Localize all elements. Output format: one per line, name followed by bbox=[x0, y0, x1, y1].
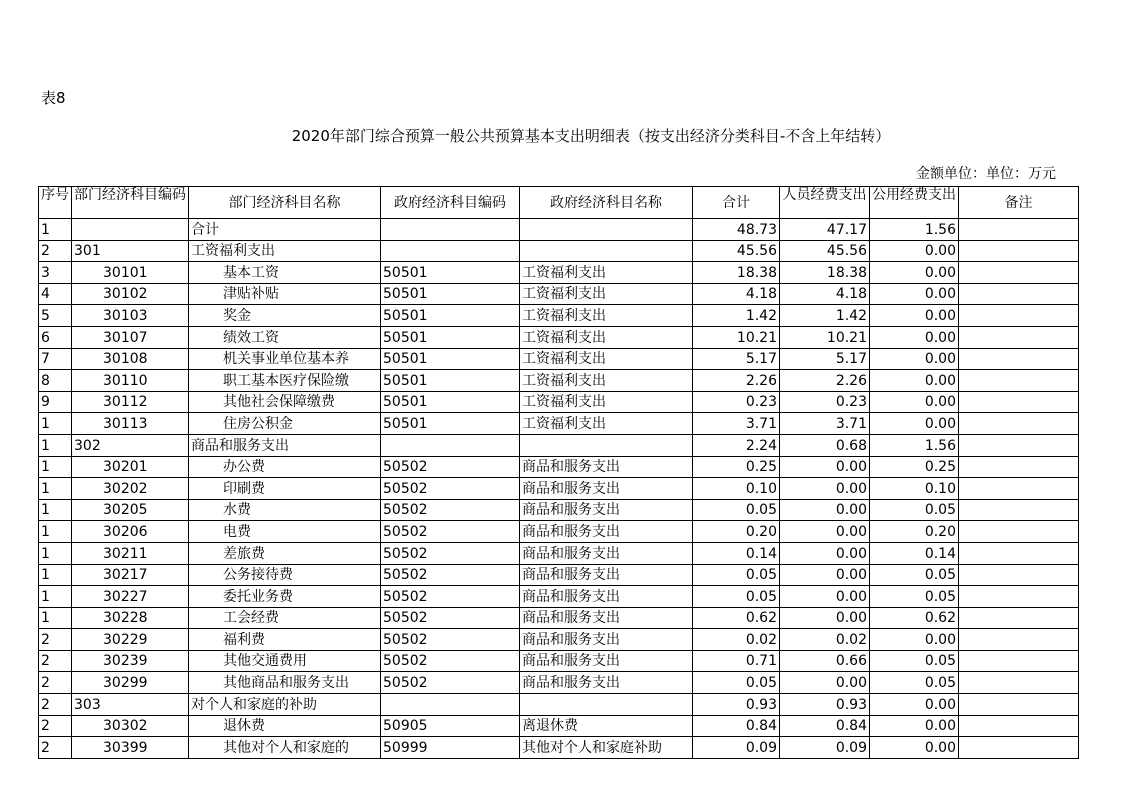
row-note bbox=[959, 434, 1079, 456]
row-dept-code: 30205 bbox=[72, 499, 189, 521]
row-seq: 2 bbox=[39, 650, 72, 672]
row-total: 45.56 bbox=[693, 240, 780, 262]
row-seq: 3 bbox=[39, 262, 72, 284]
row-total: 0.09 bbox=[693, 737, 780, 759]
row-personnel: 45.56 bbox=[780, 240, 870, 262]
row-dept-name: 合计 bbox=[189, 219, 381, 241]
row-note bbox=[959, 694, 1079, 716]
row-dept-name: 委托业务费 bbox=[189, 586, 381, 608]
row-personnel: 2.26 bbox=[780, 370, 870, 392]
row-dept-code: 30112 bbox=[72, 391, 189, 413]
row-dept-code: 30103 bbox=[72, 305, 189, 327]
row-note bbox=[959, 564, 1079, 586]
row-total: 0.84 bbox=[693, 715, 780, 737]
row-total: 2.24 bbox=[693, 434, 780, 456]
row-gov-code: 50501 bbox=[381, 370, 520, 392]
row-gov-code bbox=[381, 240, 520, 262]
row-note bbox=[959, 737, 1079, 759]
row-gov-code bbox=[381, 219, 520, 241]
row-seq: 1 bbox=[39, 478, 72, 500]
row-public: 0.05 bbox=[870, 499, 959, 521]
row-public: 0.00 bbox=[870, 305, 959, 327]
row-seq: 1 bbox=[39, 456, 72, 478]
row-gov-code: 50502 bbox=[381, 650, 520, 672]
header-public: 公用经费支出 bbox=[870, 187, 959, 219]
row-note bbox=[959, 672, 1079, 694]
row-note bbox=[959, 650, 1079, 672]
row-gov-name bbox=[520, 219, 693, 241]
header-dept-name: 部门经济科目名称 bbox=[189, 187, 381, 219]
row-note bbox=[959, 348, 1079, 370]
header-seq: 序号 bbox=[39, 187, 72, 219]
row-public: 0.00 bbox=[870, 694, 959, 716]
table-row bbox=[39, 715, 1079, 737]
row-gov-name: 离退休费 bbox=[520, 715, 693, 737]
table-row bbox=[39, 283, 1079, 305]
row-public: 1.56 bbox=[870, 434, 959, 456]
row-note bbox=[959, 542, 1079, 564]
row-dept-name: 工会经费 bbox=[189, 607, 381, 629]
row-gov-name: 工资福利支出 bbox=[520, 283, 693, 305]
row-public: 0.00 bbox=[870, 262, 959, 284]
row-gov-name: 商品和服务支出 bbox=[520, 542, 693, 564]
header-personnel: 人员经费支出 bbox=[780, 187, 870, 219]
row-gov-code: 50502 bbox=[381, 542, 520, 564]
row-gov-code: 50501 bbox=[381, 262, 520, 284]
row-gov-code bbox=[381, 434, 520, 456]
row-personnel: 47.17 bbox=[780, 219, 870, 241]
table-row bbox=[39, 219, 1079, 241]
row-personnel: 0.00 bbox=[780, 672, 870, 694]
row-gov-name: 商品和服务支出 bbox=[520, 607, 693, 629]
row-note bbox=[959, 305, 1079, 327]
row-public: 0.00 bbox=[870, 348, 959, 370]
row-dept-code: 30228 bbox=[72, 607, 189, 629]
row-dept-code: 301 bbox=[72, 240, 189, 262]
row-seq: 1 bbox=[39, 434, 72, 456]
row-dept-name: 基本工资 bbox=[189, 262, 381, 284]
row-seq: 1 bbox=[39, 542, 72, 564]
row-gov-code: 50501 bbox=[381, 326, 520, 348]
row-public: 0.05 bbox=[870, 586, 959, 608]
row-gov-name: 商品和服务支出 bbox=[520, 650, 693, 672]
table-row bbox=[39, 391, 1079, 413]
row-personnel: 0.02 bbox=[780, 629, 870, 651]
row-dept-code: 30202 bbox=[72, 478, 189, 500]
row-dept-name: 机关事业单位基本养 bbox=[189, 348, 381, 370]
row-seq: 1 bbox=[39, 586, 72, 608]
row-total: 0.05 bbox=[693, 672, 780, 694]
row-dept-name: 水费 bbox=[189, 499, 381, 521]
row-dept-name: 对个人和家庭的补助 bbox=[189, 694, 381, 716]
table-number: 表8 bbox=[41, 89, 66, 107]
row-seq: 1 bbox=[39, 219, 72, 241]
row-gov-name: 工资福利支出 bbox=[520, 391, 693, 413]
row-gov-code: 50502 bbox=[381, 521, 520, 543]
row-seq: 2 bbox=[39, 672, 72, 694]
row-note bbox=[959, 607, 1079, 629]
header-total: 合计 bbox=[693, 187, 780, 219]
row-gov-name: 其他对个人和家庭补助 bbox=[520, 737, 693, 759]
row-gov-name bbox=[520, 240, 693, 262]
row-note bbox=[959, 456, 1079, 478]
row-seq: 8 bbox=[39, 370, 72, 392]
row-note bbox=[959, 499, 1079, 521]
row-dept-code: 30239 bbox=[72, 650, 189, 672]
row-personnel: 0.00 bbox=[780, 456, 870, 478]
row-dept-code: 30108 bbox=[72, 348, 189, 370]
row-personnel: 0.23 bbox=[780, 391, 870, 413]
table-row bbox=[39, 240, 1079, 262]
row-gov-name: 商品和服务支出 bbox=[520, 629, 693, 651]
row-gov-code bbox=[381, 694, 520, 716]
row-public: 0.00 bbox=[870, 715, 959, 737]
table-row bbox=[39, 586, 1079, 608]
row-dept-name: 其他商品和服务支出 bbox=[189, 672, 381, 694]
row-personnel: 0.68 bbox=[780, 434, 870, 456]
row-personnel: 0.84 bbox=[780, 715, 870, 737]
row-total: 5.17 bbox=[693, 348, 780, 370]
row-total: 10.21 bbox=[693, 326, 780, 348]
table-row bbox=[39, 326, 1079, 348]
row-public: 0.00 bbox=[870, 629, 959, 651]
row-gov-name: 工资福利支出 bbox=[520, 326, 693, 348]
row-total: 0.62 bbox=[693, 607, 780, 629]
row-total: 0.23 bbox=[693, 391, 780, 413]
row-gov-code: 50502 bbox=[381, 607, 520, 629]
row-dept-name: 其他社会保障缴费 bbox=[189, 391, 381, 413]
row-dept-name: 福利费 bbox=[189, 629, 381, 651]
row-dept-code: 30107 bbox=[72, 326, 189, 348]
row-dept-name: 印刷费 bbox=[189, 478, 381, 500]
header-gov-code: 政府经济科目编码 bbox=[381, 187, 520, 219]
header-gov-name: 政府经济科目名称 bbox=[520, 187, 693, 219]
row-public: 0.00 bbox=[870, 413, 959, 435]
table-row bbox=[39, 629, 1079, 651]
row-dept-code: 30302 bbox=[72, 715, 189, 737]
row-personnel: 18.38 bbox=[780, 262, 870, 284]
row-dept-code: 30102 bbox=[72, 283, 189, 305]
row-seq: 1 bbox=[39, 521, 72, 543]
row-dept-name: 职工基本医疗保险缴 bbox=[189, 370, 381, 392]
row-dept-name: 办公费 bbox=[189, 456, 381, 478]
table-row bbox=[39, 672, 1079, 694]
row-total: 3.71 bbox=[693, 413, 780, 435]
row-gov-name: 商品和服务支出 bbox=[520, 586, 693, 608]
row-gov-name: 商品和服务支出 bbox=[520, 478, 693, 500]
row-personnel: 0.00 bbox=[780, 542, 870, 564]
header-dept-code: 部门经济科目编码 bbox=[72, 187, 189, 219]
row-seq: 5 bbox=[39, 305, 72, 327]
table-row bbox=[39, 499, 1079, 521]
row-public: 0.05 bbox=[870, 672, 959, 694]
table-row bbox=[39, 262, 1079, 284]
row-note bbox=[959, 240, 1079, 262]
row-personnel: 1.42 bbox=[780, 305, 870, 327]
page-title: 2020年部门综合预算一般公共预算基本支出明细表（按支出经济分类科目-不含上年结转） bbox=[291, 127, 891, 145]
row-gov-code: 50502 bbox=[381, 456, 520, 478]
row-gov-name bbox=[520, 694, 693, 716]
row-note bbox=[959, 478, 1079, 500]
row-gov-name: 工资福利支出 bbox=[520, 305, 693, 327]
row-note bbox=[959, 326, 1079, 348]
row-total: 0.05 bbox=[693, 499, 780, 521]
row-total: 0.05 bbox=[693, 586, 780, 608]
row-total: 0.25 bbox=[693, 456, 780, 478]
row-dept-code: 30229 bbox=[72, 629, 189, 651]
row-seq: 4 bbox=[39, 283, 72, 305]
row-note bbox=[959, 283, 1079, 305]
row-seq: 2 bbox=[39, 629, 72, 651]
row-dept-code: 30206 bbox=[72, 521, 189, 543]
row-dept-code: 30299 bbox=[72, 672, 189, 694]
table-row bbox=[39, 478, 1079, 500]
row-dept-code: 30227 bbox=[72, 586, 189, 608]
row-dept-code: 30101 bbox=[72, 262, 189, 284]
row-dept-code: 30399 bbox=[72, 737, 189, 759]
row-total: 4.18 bbox=[693, 283, 780, 305]
row-public: 0.14 bbox=[870, 542, 959, 564]
row-total: 0.20 bbox=[693, 521, 780, 543]
row-dept-code: 30201 bbox=[72, 456, 189, 478]
row-total: 0.93 bbox=[693, 694, 780, 716]
row-gov-code: 50501 bbox=[381, 413, 520, 435]
row-note bbox=[959, 391, 1079, 413]
row-gov-code: 50502 bbox=[381, 564, 520, 586]
row-public: 0.00 bbox=[870, 326, 959, 348]
row-gov-name: 商品和服务支出 bbox=[520, 456, 693, 478]
row-gov-name: 商品和服务支出 bbox=[520, 672, 693, 694]
row-dept-code: 303 bbox=[72, 694, 189, 716]
row-dept-name: 电费 bbox=[189, 521, 381, 543]
row-dept-name: 其他交通费用 bbox=[189, 650, 381, 672]
row-personnel: 4.18 bbox=[780, 283, 870, 305]
row-dept-name: 绩效工资 bbox=[189, 326, 381, 348]
row-public: 0.05 bbox=[870, 650, 959, 672]
row-dept-name: 住房公积金 bbox=[189, 413, 381, 435]
row-personnel: 3.71 bbox=[780, 413, 870, 435]
row-dept-code: 30113 bbox=[72, 413, 189, 435]
row-gov-code: 50501 bbox=[381, 305, 520, 327]
row-seq: 1 bbox=[39, 607, 72, 629]
row-total: 48.73 bbox=[693, 219, 780, 241]
row-note bbox=[959, 262, 1079, 284]
table-row bbox=[39, 370, 1079, 392]
table-row bbox=[39, 650, 1079, 672]
row-total: 0.71 bbox=[693, 650, 780, 672]
header-note: 备注 bbox=[959, 187, 1079, 219]
row-total: 18.38 bbox=[693, 262, 780, 284]
row-note bbox=[959, 715, 1079, 737]
row-personnel: 0.00 bbox=[780, 607, 870, 629]
row-seq: 1 bbox=[39, 413, 72, 435]
budget-table bbox=[38, 186, 1079, 759]
row-gov-code: 50905 bbox=[381, 715, 520, 737]
row-seq: 2 bbox=[39, 694, 72, 716]
row-note bbox=[959, 413, 1079, 435]
row-note bbox=[959, 586, 1079, 608]
row-public: 0.00 bbox=[870, 370, 959, 392]
row-personnel: 0.00 bbox=[780, 499, 870, 521]
unit-label: 金额单位：单位：万元 bbox=[916, 166, 1056, 182]
row-dept-name: 工资福利支出 bbox=[189, 240, 381, 262]
table-row bbox=[39, 456, 1079, 478]
table-row bbox=[39, 434, 1079, 456]
row-personnel: 0.00 bbox=[780, 586, 870, 608]
row-seq: 2 bbox=[39, 715, 72, 737]
table-row bbox=[39, 564, 1079, 586]
row-total: 0.14 bbox=[693, 542, 780, 564]
table-row bbox=[39, 737, 1079, 759]
row-dept-name: 公务接待费 bbox=[189, 564, 381, 586]
row-public: 0.00 bbox=[870, 391, 959, 413]
row-total: 1.42 bbox=[693, 305, 780, 327]
row-total: 0.05 bbox=[693, 564, 780, 586]
row-public: 1.56 bbox=[870, 219, 959, 241]
row-dept-code: 30217 bbox=[72, 564, 189, 586]
row-gov-name: 商品和服务支出 bbox=[520, 499, 693, 521]
row-total: 2.26 bbox=[693, 370, 780, 392]
row-note bbox=[959, 219, 1079, 241]
row-gov-code: 50999 bbox=[381, 737, 520, 759]
table-row bbox=[39, 694, 1079, 716]
row-dept-name: 津贴补贴 bbox=[189, 283, 381, 305]
row-personnel: 5.17 bbox=[780, 348, 870, 370]
row-gov-name: 商品和服务支出 bbox=[520, 564, 693, 586]
row-total: 0.02 bbox=[693, 629, 780, 651]
row-personnel: 0.00 bbox=[780, 564, 870, 586]
row-gov-code: 50502 bbox=[381, 478, 520, 500]
row-gov-code: 50502 bbox=[381, 672, 520, 694]
row-seq: 7 bbox=[39, 348, 72, 370]
row-seq: 2 bbox=[39, 737, 72, 759]
row-personnel: 10.21 bbox=[780, 326, 870, 348]
table-row bbox=[39, 521, 1079, 543]
row-gov-name: 工资福利支出 bbox=[520, 370, 693, 392]
row-personnel: 0.66 bbox=[780, 650, 870, 672]
row-note bbox=[959, 370, 1079, 392]
row-gov-name: 商品和服务支出 bbox=[520, 521, 693, 543]
row-gov-code: 50502 bbox=[381, 586, 520, 608]
row-seq: 1 bbox=[39, 564, 72, 586]
row-dept-name: 其他对个人和家庭的 bbox=[189, 737, 381, 759]
row-dept-code bbox=[72, 219, 189, 241]
table-row bbox=[39, 348, 1079, 370]
row-dept-code: 30110 bbox=[72, 370, 189, 392]
row-gov-code: 50502 bbox=[381, 499, 520, 521]
row-dept-code: 302 bbox=[72, 434, 189, 456]
row-dept-name: 差旅费 bbox=[189, 542, 381, 564]
row-public: 0.20 bbox=[870, 521, 959, 543]
row-seq: 2 bbox=[39, 240, 72, 262]
row-personnel: 0.00 bbox=[780, 478, 870, 500]
row-gov-code: 50502 bbox=[381, 629, 520, 651]
row-note bbox=[959, 629, 1079, 651]
table-body bbox=[39, 219, 1079, 759]
table-row bbox=[39, 607, 1079, 629]
row-public: 0.00 bbox=[870, 240, 959, 262]
row-note bbox=[959, 521, 1079, 543]
row-dept-name: 商品和服务支出 bbox=[189, 434, 381, 456]
row-gov-name: 工资福利支出 bbox=[520, 348, 693, 370]
table-row bbox=[39, 542, 1079, 564]
row-gov-name: 工资福利支出 bbox=[520, 262, 693, 284]
row-public: 0.25 bbox=[870, 456, 959, 478]
row-seq: 6 bbox=[39, 326, 72, 348]
row-public: 0.10 bbox=[870, 478, 959, 500]
row-gov-name bbox=[520, 434, 693, 456]
row-total: 0.10 bbox=[693, 478, 780, 500]
row-dept-code: 30211 bbox=[72, 542, 189, 564]
header-row bbox=[39, 187, 1079, 219]
row-gov-name: 工资福利支出 bbox=[520, 413, 693, 435]
row-public: 0.00 bbox=[870, 737, 959, 759]
row-public: 0.62 bbox=[870, 607, 959, 629]
row-gov-code: 50501 bbox=[381, 348, 520, 370]
row-public: 0.00 bbox=[870, 283, 959, 305]
row-public: 0.05 bbox=[870, 564, 959, 586]
row-dept-name: 奖金 bbox=[189, 305, 381, 327]
row-gov-code: 50501 bbox=[381, 283, 520, 305]
row-seq: 1 bbox=[39, 499, 72, 521]
table-row bbox=[39, 305, 1079, 327]
row-personnel: 0.09 bbox=[780, 737, 870, 759]
row-dept-name: 退休费 bbox=[189, 715, 381, 737]
row-gov-code: 50501 bbox=[381, 391, 520, 413]
row-personnel: 0.00 bbox=[780, 521, 870, 543]
row-seq: 9 bbox=[39, 391, 72, 413]
row-personnel: 0.93 bbox=[780, 694, 870, 716]
table-row bbox=[39, 413, 1079, 435]
